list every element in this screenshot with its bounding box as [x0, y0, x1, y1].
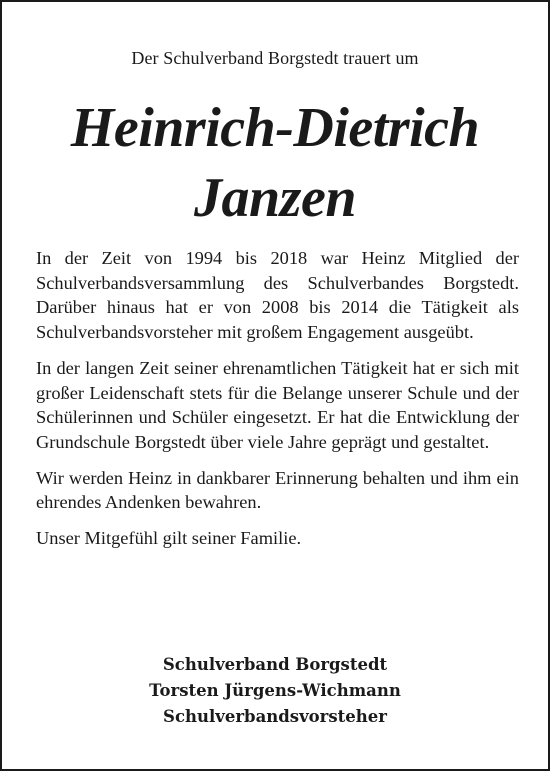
deceased-first-name: Heinrich-Dietrich: [70, 97, 480, 159]
signature-organization: Schulverband Borgstedt: [162, 655, 388, 674]
deceased-last-name: Janzen: [194, 167, 356, 229]
paragraph-membership: In der Zeit von 1994 bis 2018 war Heinz Mitglied der Schulverbandsversammlung des Schulverbandes Borgstedt. Darüber hinaus hat er von 2008 bis 2014 die Tätigkeit als Schulverbandsvorsteher mit großem Engagement ausgeübt.: [36, 248, 519, 343]
signature-person: Torsten Jürgens-Wichmann: [149, 681, 401, 700]
paragraph-remembrance: Wir werden Heinz in dankbarer Erinnerung behalten und ihm ein ehrendes Andenken bewahren.: [36, 467, 519, 513]
notice-body: [36, 246, 519, 562]
intro-line: Der Schulverband Borgstedt trauert um: [131, 48, 419, 68]
paragraph-condolence: Unser Mitgefühl gilt seiner Familie.: [36, 528, 302, 549]
paragraph-commitment: In der langen Zeit seiner ehrenamtlichen Tätigkeit hat er sich mit großer Leidenschaft stets für die Belange unserer Schule und der Schülerinnen und Schüler eingesetzt. Er hat die Entwicklung der Grundschule Borgstedt über viele Jahre geprägt und gestaltet.: [36, 357, 519, 452]
signature-role: Schulverbandsvorsteher: [163, 707, 387, 726]
